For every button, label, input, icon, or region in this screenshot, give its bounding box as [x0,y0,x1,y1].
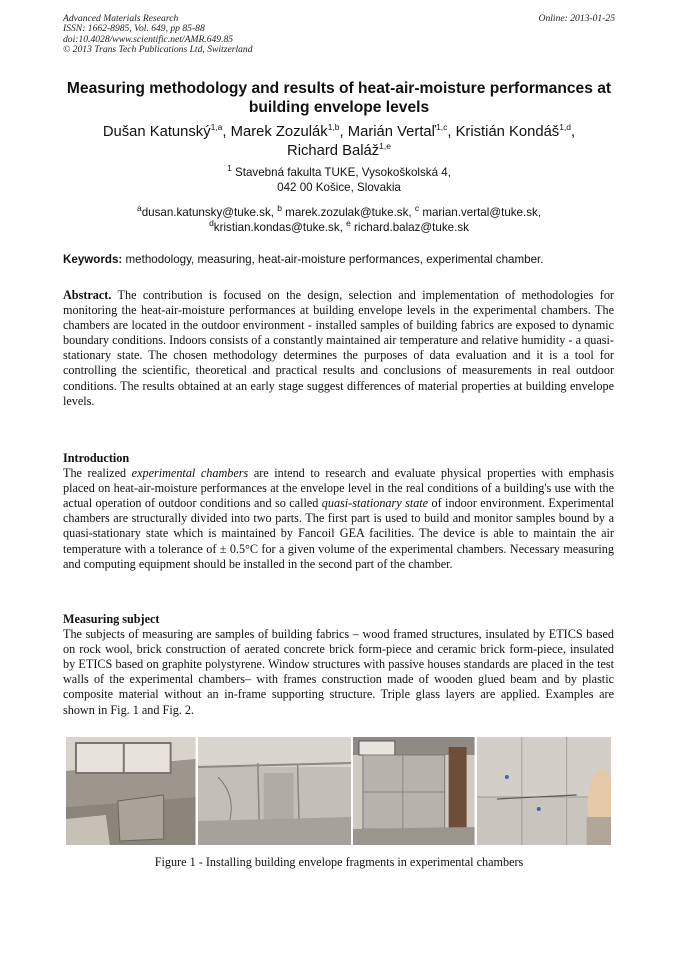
doi-line: doi:10.4028/www.scientific.net/AMR.649.85 [63,33,234,45]
issn-line: ISSN: 1662-8985, Vol. 649, pp 85-88 [63,23,205,35]
figure-1-photos [66,737,611,845]
figure-caption: Figure 1 - Installing building envelope fragments in experimental chambers [154,855,524,869]
author-separator: , [571,124,576,140]
measuring-subject-paragraph: The subjects of measuring are samples of building fabrics – wood framed structures, insulated by ETICS based on rock wool, brick construction of aerated concrete brick form-piece and ceramic brick form-piece, insulated by ETICS based on graphite polystyrene. Window structures with passive houses standards are placed in the test walls of the experimental chambers– with frames construction made of wooden glued beam and by plastic composite material without an in-frame supporting structure. Triple glass layers are applied. Examples are shown in Fig. 1 and Fig. 2. [63,627,614,717]
figure-photo-wall-measurement [477,737,612,845]
author-affiliation: 1,e [379,140,391,151]
figure-photo-window-corner [66,737,196,845]
author-separator: , [339,124,348,140]
introduction-section [63,451,614,572]
keywords-label: Keywords: [63,253,123,266]
email-marker: a [136,203,142,214]
author-name: Dušan Katunský [102,124,211,140]
intro-emphasis: experimental chambers [131,466,249,481]
journal-name: Advanced Materials Research [63,13,179,24]
keywords-text: methodology, measuring, heat-air-moisture performances, experimental chamber. [122,253,544,266]
affiliation [40,165,638,195]
intro-text: of indoor environment. Experimental chambers are structurally divided into two parts. The first part is used to build and monitor samples bound by a quasi-stationary state which is maintained by Fancoil GEA facilities. The device is able to maintain the air temperature with a tolerance of ± 0.5°C for a given volume of the experimental chambers. Necessary measuring and computing equipment should be installed in the second part of the chamber. [63,496,614,571]
email-address: dusan.katunsky@tuke.sk, [141,206,278,219]
author-name: Richard Baláž [287,142,380,159]
introduction-paragraph [63,466,614,572]
measuring-subject-heading: Measuring subject [63,612,160,626]
author-affiliation: 1,a [210,122,223,133]
email-list [40,205,638,235]
affiliation-line: Stavebná fakulta TUKE, Vysokoškolská 4, [231,166,451,179]
intro-text: are intend to research and evaluate physical properties with emphasis placed on heat-air-moisture performances at the envelope level in the real conditions of a building's use with the actual operation of outdoor conditions and so called [63,466,615,511]
email-marker: d [209,218,214,229]
author-separator: , [222,124,231,140]
intro-emphasis: quasi-stationary state [321,496,429,511]
affiliation-line: 042 00 Košice, Slovakia [277,181,401,195]
online-date: Online: 2013-01-25 [538,13,615,24]
author-name: Marek Zozulák [230,124,328,140]
email-address: kristian.kondas@tuke.sk, [213,221,347,235]
email-marker: c [414,203,420,214]
figure-photo-insulated-wall [198,737,351,845]
email-address: richard.balaz@tuke.sk [350,221,469,235]
author-list [40,123,638,160]
introduction-heading: Introduction [63,451,130,465]
author-affiliation: 1,d [559,122,572,133]
author-name: Marián Vertaľ [347,124,436,140]
affiliation-number: 1 [227,163,232,174]
figure-photo-panel-installation [353,737,475,845]
paper-title: Measuring methodology and results of heat-air-moisture performances at building envelope levels [66,80,612,116]
measuring-subject-section [63,612,614,718]
abstract [63,288,614,409]
email-address: marek.zozulak@tuke.sk, [281,206,415,219]
author-name: Kristián Kondáš [455,124,560,140]
author-affiliation: 1,b [327,122,340,133]
email-marker: b [277,203,282,214]
author-affiliation: 1,c [435,122,448,133]
abstract-text: The contribution is focused on the design, selection and implementation of methodologies for monitoring the heat-air-moisture performances at building envelope levels in the experimental chambers. The chambers are located in the outdoor environment - installed samples of building fabrics are exposed to dynamic boundary conditions. Indoors consists of a constantly maintained air temperature and relative humidity - a quasi-stationary state. The chosen methodology determines the purposes of data evaluation and it is a tool for controlling the scientific, theoretical and practical results and conclusions of measurements in real outdoor conditions. The results obtained at an early stage suggest differences of material properties at building envelope levels. [63,288,614,408]
abstract-label: Abstract. [63,288,112,302]
intro-text: The realized [63,466,132,481]
journal-header [63,14,253,56]
email-address: marian.vertal@tuke.sk, [419,206,542,219]
email-marker: e [346,218,351,229]
keywords [63,252,623,267]
author-separator: , [447,124,456,140]
copyright-line: © 2013 Trans Tech Publications Ltd, Switzerland [63,44,253,56]
